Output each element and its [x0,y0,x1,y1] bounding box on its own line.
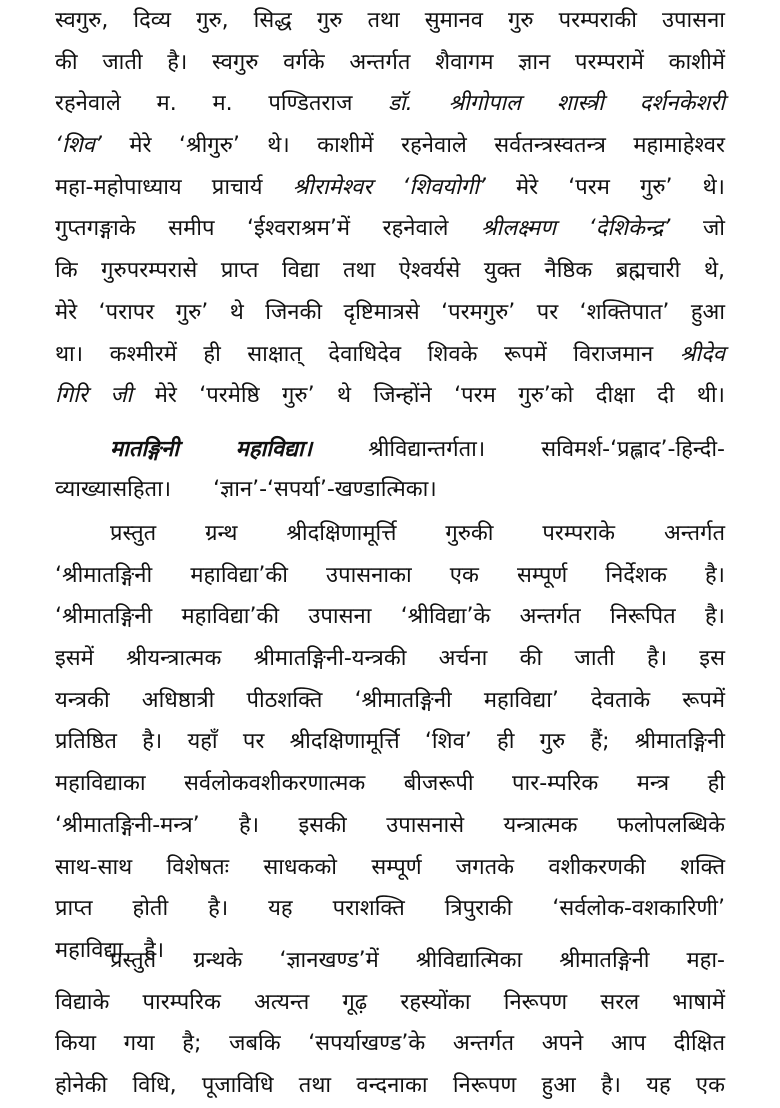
book-entry-line [55,470,725,510]
italic-name: श्रीलक्ष्मण ‘देशिकेन्द्र’ [480,216,671,242]
text-line [55,167,725,209]
text-segment: था। कश्मीरमें ही साक्षात् देवाधिदेव शिवके रूपमें विराजमान [55,341,680,367]
text-line [55,292,725,334]
text-segment: मेरे ‘परम गुरु’ थे। [485,174,726,200]
text-segment: गुप्तगङ्गाके समीप ‘ईश्वराश्रम’में रहनेवाले [55,216,481,242]
text-segment: मेरे ‘श्रीगुरु’ थे। काशीमें रहनेवाले सर्वतन्त्रस्वतन्त्र महामाहेश्वर [101,133,725,159]
text-line: प्राप्त होती है। यह पराशक्ति त्रिपुराकी ‘सर्वलोक-वशकारिणी’ [55,896,725,922]
text-line: महाविद्या है। [55,937,165,963]
italic-name: श्रीरामेश्वर ‘शिवयोगी’ [292,174,486,200]
text-line [55,0,725,42]
text-line: होनेकी विधि, पूजाविधि तथा वन्दनाका निरूपण हुआ है। यह एक [55,1073,725,1099]
text-line: विद्याके पारम्परिक अत्यन्त गूढ़ रहस्योंका निरूपण सरल भाषामें [55,989,725,1015]
book-subtitle-continued: व्याख्यासहिता। ‘ज्ञान’-‘सपर्या’-खण्डात्मिका। [55,477,437,502]
text-segment: जो [670,216,725,242]
book-subtitle: श्रीविद्यान्तर्गता। सविमर्श-‘प्रह्लाद’-हिन्दी- [312,437,725,462]
text-line [55,334,725,376]
text-line [55,208,725,250]
text-line: प्रतिष्ठित है। यहाँ पर श्रीदक्षिणामूर्त्ति ‘शिव’ ही गुरु हैं; श्रीमातङ्गिनी [55,729,725,755]
text-line: ‘श्रीमातङ्गिनी महाविद्या’की उपासना ‘श्रीविद्या’के अन्तर्गत निरूपित है। [55,604,725,630]
book-entry [55,430,725,510]
italic-name: गिरि जी [55,383,133,409]
text-segment: रहनेवाले म. म. पण्डितराज [55,91,389,117]
text-line [55,125,725,167]
paragraph-book-contents [55,940,725,1107]
text-line [55,42,725,84]
text-line: प्रस्तुत ग्रन्थ श्रीदक्षिणामूर्त्ति गुरुकी परम्पराके अन्तर्गत [110,521,725,546]
text-line [55,250,725,292]
text-line: प्रस्तुत ग्रन्थके ‘ज्ञानखण्ड’में श्रीविद्यात्मिका श्रीमातङ्गिनी महा- [110,948,725,973]
book-title: मातङ्गिनी महाविद्या। [110,437,313,462]
text-line: ‘श्रीमातङ्गिनी महाविद्या’की उपासनाका एक सम्पूर्ण निर्देशक है। [55,562,725,588]
text-segment: स्वगुरु, दिव्य गुरु, सिद्ध गुरु तथा सुमानव गुरु परम्पराकी उपासना [55,8,725,33]
text-segment: कि गुरुपरम्परासे प्राप्त विद्या तथा ऐश्वर्यसे युक्त नैष्ठिक ब्रह्मचारी थे, [55,258,725,284]
book-entry-line [55,430,725,470]
text-line: इसमें श्रीयन्त्रात्मक श्रीमातङ्गिनी-यन्त्रकी अर्चना की जाती है। इस [55,646,725,672]
paragraph-guru-lineage [55,0,725,417]
text-line [55,83,725,125]
paragraph-book-description [55,513,725,972]
text-line [55,375,725,417]
text-line: ‘श्रीमातङ्गिनी-मन्त्र’ है। इसकी उपासनासे यन्त्रात्मक फलोपलब्धिके [55,812,725,838]
text-line: महाविद्याका सर्वलोकवशीकरणात्मक बीजरूपी पार-म्परिक मन्त्र ही [55,771,725,797]
text-line: साथ-साथ विशेषतः साधकको सम्पूर्ण जगतके वशीकरणकी शक्ति [55,854,725,880]
text-segment: मेरे ‘परमेष्ठि गुरु’ थे जिन्होंने ‘परम गुरु’को दीक्षा दी थी। [132,383,725,409]
text-line: यन्त्रकी अधिष्ठात्री पीठशक्ति ‘श्रीमातङ्गिनी महाविद्या’ देवताके रूपमें [55,687,725,713]
text-segment: महा-महोपाध्याय प्राचार्य [55,174,293,200]
italic-name: श्रीदेव [679,341,725,367]
text-segment: मेरे ‘परापर गुरु’ थे जिनकी दृष्टिमात्रसे ‘परमगुरु’ पर ‘शक्तिपात’ हुआ [55,299,725,325]
italic-name: ‘शिव’ [55,133,102,159]
text-line: किया गया है; जबकि ‘सपर्याखण्ड’के अन्तर्गत अपने आप दीक्षित [55,1031,725,1057]
text-segment: की जाती है। स्वगुरु वर्गके अन्तर्गत शैवागम ज्ञान परम्परामें काशीमें [55,49,725,75]
italic-name: डॉ. श्रीगोपाल शास्त्री दर्शनकेशरी [388,91,726,117]
